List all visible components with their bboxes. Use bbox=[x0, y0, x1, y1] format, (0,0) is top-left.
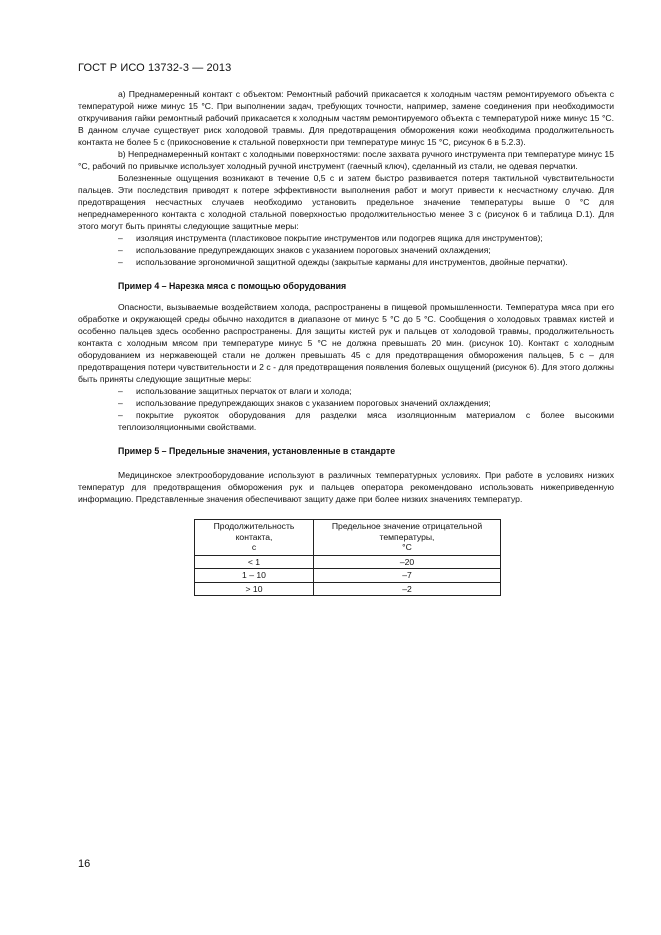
list-dash: – bbox=[118, 410, 123, 420]
page-number: 16 bbox=[78, 858, 91, 870]
list-dash: – bbox=[118, 257, 123, 267]
header-line: Предельное значение отрицательной bbox=[331, 521, 483, 531]
header-line: Продолжительность bbox=[213, 521, 295, 531]
table-row bbox=[195, 555, 501, 569]
list-item-text: покрытие рукояток оборудования для разделки мяса изоляционным материалом с более высокими теплоизоляционными свойствами. bbox=[118, 410, 614, 432]
duration-cell: < 1 bbox=[195, 555, 314, 569]
list-item bbox=[78, 409, 614, 433]
table-row bbox=[195, 582, 501, 596]
example-4-paragraph: Опасности, вызываемые воздействием холода, распространены в пищевой промышленности. Температура мяса при его обработке и окружающей среды обычно находится в диапазоне от минус 5 °С до 5 °С. Сообщения о холодовых травмах кистей и особенно пальцев здесь особенно распространены. Для защиты кистей рук и пальцев от холодовой травмы, продолжительность контакта с холодным мясом при температуре минус 5 °С не должна превышать 20 мин. (рисунок 10). Контакт с холодным оборудованием из нержавеющей стали не должен превышать 45 с для предотвращения обморожения пальцев, 5 с – для предотвращения потери чувствительности и 2 с - для предотвращения появления болевых ощущений (рисунок 6). Для этого должны быть приняты следующие защитные меры: bbox=[78, 302, 614, 384]
paragraph-pain-sensation: Болезненные ощущения возникают в течение 0,5 с и затем быстро развивается потеря тактильной чувствительности пальцев. Эти последствия приводят к потере эффективности выполнения работ и могут привести к несчастному случаю. Для предотвращения несчастных случаев необходимо установить предельное значение температуры выше 0 °С для непреднамеренного контакта с холодной стальной поверхностью продолжительностью менее 3 с (рисунок 6 и таблица D.1). Для этого могут быть приняты следующие защитные меры: bbox=[78, 173, 614, 231]
list-item-text: использование предупреждающих знаков с указанием пороговых значений охлаждения; bbox=[136, 245, 491, 255]
header-cell-duration bbox=[195, 520, 314, 556]
list-item-text: использование защитных перчаток от влаги и холода; bbox=[136, 386, 352, 396]
protective-measures-list-2 bbox=[78, 385, 614, 433]
duration-cell: 1 – 10 bbox=[195, 569, 314, 583]
document-header: ГОСТ Р ИСО 13732-3 — 2013 bbox=[78, 62, 232, 74]
temperature-cell: –7 bbox=[314, 569, 501, 583]
list-item bbox=[78, 244, 614, 256]
list-item bbox=[78, 397, 614, 409]
list-item-text: использование эргономичной защитной одежды (закрытые карманы для инструментов, двойные перчатки). bbox=[136, 257, 568, 267]
header-line: температуры, bbox=[379, 531, 435, 542]
header-line: °С bbox=[402, 542, 412, 552]
document-body bbox=[78, 88, 614, 596]
list-dash: – bbox=[118, 386, 123, 396]
list-item bbox=[78, 256, 614, 268]
header-cell-temperature bbox=[314, 520, 501, 556]
protective-measures-list-1 bbox=[78, 232, 614, 268]
temperature-cell: –2 bbox=[314, 582, 501, 596]
temperature-cell: –20 bbox=[314, 555, 501, 569]
list-item bbox=[78, 232, 614, 244]
header-line: с bbox=[251, 542, 257, 552]
paragraph-unintentional-contact: b) Непреднамеренный контакт с холодными поверхностями: после захвата ручного инструмента при температуре минус 15 °С, рабочий по привычке использует холодный ручной инструмент (гаечный ключ), сделанный из стали, не одевая перчатки. bbox=[78, 149, 614, 171]
list-item bbox=[78, 385, 614, 397]
table-header-row bbox=[195, 520, 501, 556]
duration-cell: > 10 bbox=[195, 582, 314, 596]
list-dash: – bbox=[118, 398, 123, 408]
table-row bbox=[195, 569, 501, 583]
paragraph-intentional-contact: a) Преднамеренный контакт с объектом: Ремонтный рабочий прикасается к холодным частям ремонтируемого объекта с температурой ниже минус 15 °С. При выполнении задач, требующих точности, например, замене соединения при необходимости откручивания гайки ремонтный рабочий прикасается к холодным частям ремонтируемого объекта с температурой ниже минус 15 °С. В данном случае существует риск холодовой травмы. Для предотвращения обморожения кожи необходима продолжительность контакта не более 5 с (прикосновение к стальной поверхности при температуре минус 15 °С, рисунок 6 в 5.2.3). bbox=[78, 89, 614, 147]
list-dash: – bbox=[118, 233, 123, 243]
list-item-text: изоляция инструмента (пластиковое покрытие инструментов или подогрев ящика для инструментов); bbox=[136, 233, 543, 243]
example-5-heading: Пример 5 – Предельные значения, установленные в стандарте bbox=[118, 446, 396, 456]
header-line: контакта, bbox=[235, 531, 273, 542]
list-dash: – bbox=[118, 245, 123, 255]
example-5-paragraph: Медицинское электрооборудование используют в различных температурных условиях. При работе в условиях низких температур для предотвращения обморожения рук и пальцев оператора рекомендовано использовать нижеприведенную информацию. Представленные значения обеспечивают защиту даже при более низких значениях температур. bbox=[78, 470, 614, 504]
example-4-heading: Пример 4 – Нарезка мяса с помощью оборудования bbox=[118, 281, 347, 291]
temperature-limits-table bbox=[194, 519, 501, 596]
list-item-text: использование предупреждающих знаков с указанием пороговых значений охлаждения; bbox=[136, 398, 491, 408]
